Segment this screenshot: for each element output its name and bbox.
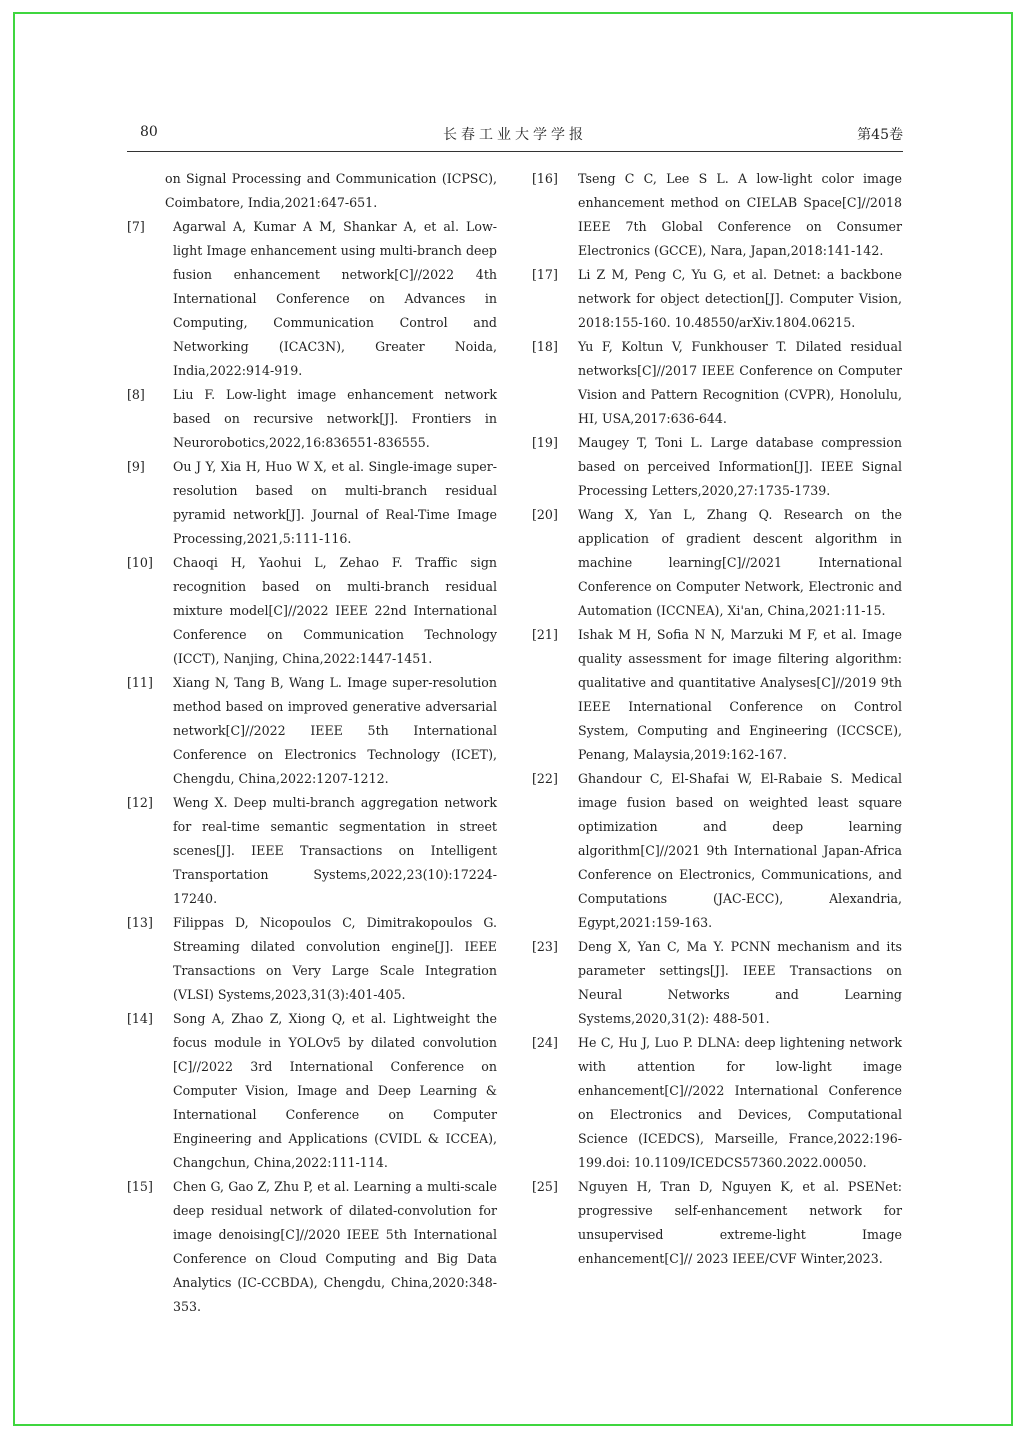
reference-number: [11] xyxy=(127,675,153,690)
reference-number: [22] xyxy=(532,771,558,786)
reference-number: [9] xyxy=(127,459,145,474)
reference-text: Li Z M, Peng C, Yu G, et al. Detnet: a backbone network for object detection[J]. Computer Vision, 2018:155-160. 10.48550/arXiv.1804.06215. xyxy=(578,267,902,330)
reference-number: [18] xyxy=(532,339,558,354)
reference-text: Ishak M H, Sofia N N, Marzuki M F, et al. Image quality assessment for image filtering algorithm: qualitative and quantitative Analyses[C]//2019 9th IEEE International Conference on Control System, Computing and Engineering (ICCSCE), Penang, Malaysia,2019:162-167. xyxy=(578,627,902,762)
reference-number: [25] xyxy=(532,1179,558,1194)
reference-text: Chen G, Gao Z, Zhu P, et al. Learning a multi-scale deep residual network of dilated-convolution for image denoising[C]//2020 IEEE 5th International Conference on Cloud Computing and Big Data Analytics (IC-CCBDA), Chengdu, China,2020:348-353. xyxy=(173,1179,497,1314)
reference-item xyxy=(127,167,497,215)
reference-text: Chaoqi H, Yaohui L, Zehao F. Traffic sign recognition based on multi-branch residual mixture model[C]//2022 IEEE 22nd International Conference on Communication Technology (ICCT), Nanjing, China,2022:1447-1451. xyxy=(173,555,497,666)
reference-item xyxy=(532,767,902,935)
reference-number: [21] xyxy=(532,627,558,642)
reference-number: [16] xyxy=(532,171,558,186)
reference-text: Deng X, Yan C, Ma Y. PCNN mechanism and its parameter settings[J]. IEEE Transactions on Neural Networks and Learning Systems,2020,31(2): 488-501. xyxy=(578,939,902,1026)
reference-item xyxy=(532,935,902,1031)
reference-text: Yu F, Koltun V, Funkhouser T. Dilated residual networks[C]//2017 IEEE Conference on Computer Vision and Pattern Recognition (CVPR), Honolulu, HI, USA,2017:636-644. xyxy=(578,339,902,426)
reference-item xyxy=(127,791,497,911)
reference-item xyxy=(532,1175,902,1271)
journal-title: 长春工业大学学报 xyxy=(443,127,587,143)
reference-item xyxy=(127,383,497,455)
reference-text: Song A, Zhao Z, Xiong Q, et al. Lightweight the focus module in YOLOv5 by dilated convolution [C]//2022 3rd International Conference on Computer Vision, Image and Deep Learning & International Conference on Computer Engineering and Applications (CVIDL & ICCEA), Changchun, China,2022:111-114. xyxy=(173,1011,497,1170)
reference-text: Xiang N, Tang B, Wang L. Image super-resolution method based on improved generative adversarial network[C]//2022 IEEE 5th International Conference on Electronics Technology (ICET), Chengdu, China,2022:1207-1212. xyxy=(173,675,497,786)
reference-text: Liu F. Low-light image enhancement network based on recursive network[J]. Frontiers in Neurorobotics,2022,16:836551-836555. xyxy=(173,387,497,450)
reference-number: [8] xyxy=(127,387,145,402)
reference-number: [17] xyxy=(532,267,558,282)
header-rule xyxy=(127,151,903,152)
reference-number: [15] xyxy=(127,1179,153,1194)
reference-number: [7] xyxy=(127,219,145,234)
reference-text: Ghandour C, El-Shafai W, El-Rabaie S. Medical image fusion based on weighted least square optimization and deep learning algorithm[C]//2021 9th International Japan-Africa Conference on Electronics, Communications, and Computations (JAC-ECC), Alexandria, Egypt,2021:159-163. xyxy=(578,771,902,930)
reference-text: on Signal Processing and Communication (ICPSC), Coimbatore, India,2021:647-651. xyxy=(165,171,497,210)
reference-item xyxy=(127,215,497,383)
reference-item xyxy=(127,671,497,791)
reference-number: [14] xyxy=(127,1011,153,1026)
reference-item xyxy=(532,1031,902,1175)
reference-item xyxy=(532,503,902,623)
reference-text: He C, Hu J, Luo P. DLNA: deep lightening network with attention for low-light image enhancement[C]//2022 International Conference on Electronics and Devices, Computational Science (ICEDCS), Marseille, France,2022:196-199.doi: 10.1109/ICEDCS57360.2022.00050. xyxy=(578,1035,902,1170)
reference-text: Wang X, Yan L, Zhang Q. Research on the application of gradient descent algorithm in machine learning[C]//2021 International Conference on Computer Network, Electronic and Automation (ICCNEA), Xi'an, China,2021:11-15. xyxy=(578,507,902,618)
reference-item xyxy=(532,335,902,431)
reference-item xyxy=(127,1007,497,1175)
reference-number: [20] xyxy=(532,507,558,522)
reference-text: Weng X. Deep multi-branch aggregation network for real-time semantic segmentation in street scenes[J]. IEEE Transactions on Intelligent Transportation Systems,2022,23(10):17224-17240. xyxy=(173,795,497,906)
reference-number: [23] xyxy=(532,939,558,954)
reference-item xyxy=(127,911,497,1007)
reference-text: Filippas D, Nicopoulos C, Dimitrakopoulos G. Streaming dilated convolution engine[J]. IEEE Transactions on Very Large Scale Integration (VLSI) Systems,2023,31(3):401-405. xyxy=(173,915,497,1002)
reference-item xyxy=(532,623,902,767)
reference-text: Maugey T, Toni L. Large database compression based on perceived Information[J]. IEEE Signal Processing Letters,2020,27:1735-1739. xyxy=(578,435,902,498)
right-column xyxy=(532,167,902,1271)
reference-item xyxy=(127,455,497,551)
reference-item xyxy=(127,1175,497,1319)
reference-number: [13] xyxy=(127,915,153,930)
reference-text: Nguyen H, Tran D, Nguyen K, et al. PSENet: progressive self-enhancement network for unsupervised extreme-light Image enhancement[C]// 2023 IEEE/CVF Winter,2023. xyxy=(578,1179,902,1266)
reference-item xyxy=(532,431,902,503)
reference-number: [24] xyxy=(532,1035,558,1050)
page-number: 80 xyxy=(140,124,158,140)
reference-number: [19] xyxy=(532,435,558,450)
reference-item xyxy=(532,263,902,335)
reference-item xyxy=(127,551,497,671)
reference-number: [12] xyxy=(127,795,153,810)
left-column xyxy=(127,167,497,1319)
reference-number: [10] xyxy=(127,555,153,570)
reference-item xyxy=(532,167,902,263)
reference-text: Tseng C C, Lee S L. A low-light color image enhancement method on CIELAB Space[C]//2018 IEEE 7th Global Conference on Consumer Electronics (GCCE), Nara, Japan,2018:141-142. xyxy=(578,171,902,258)
running-header xyxy=(127,124,903,150)
reference-text: Ou J Y, Xia H, Huo W X, et al. Single-image super-resolution based on multi-branch residual pyramid network[J]. Journal of Real-Time Image Processing,2021,5:111-116. xyxy=(173,459,497,546)
volume-label: 第45卷 xyxy=(857,127,903,143)
reference-text: Agarwal A, Kumar A M, Shankar A, et al. Low-light Image enhancement using multi-branch deep fusion enhancement network[C]//2022 4th International Conference on Advances in Computing, Communication Control and Networking (ICAC3N), Greater Noida, India,2022:914-919. xyxy=(173,219,497,378)
